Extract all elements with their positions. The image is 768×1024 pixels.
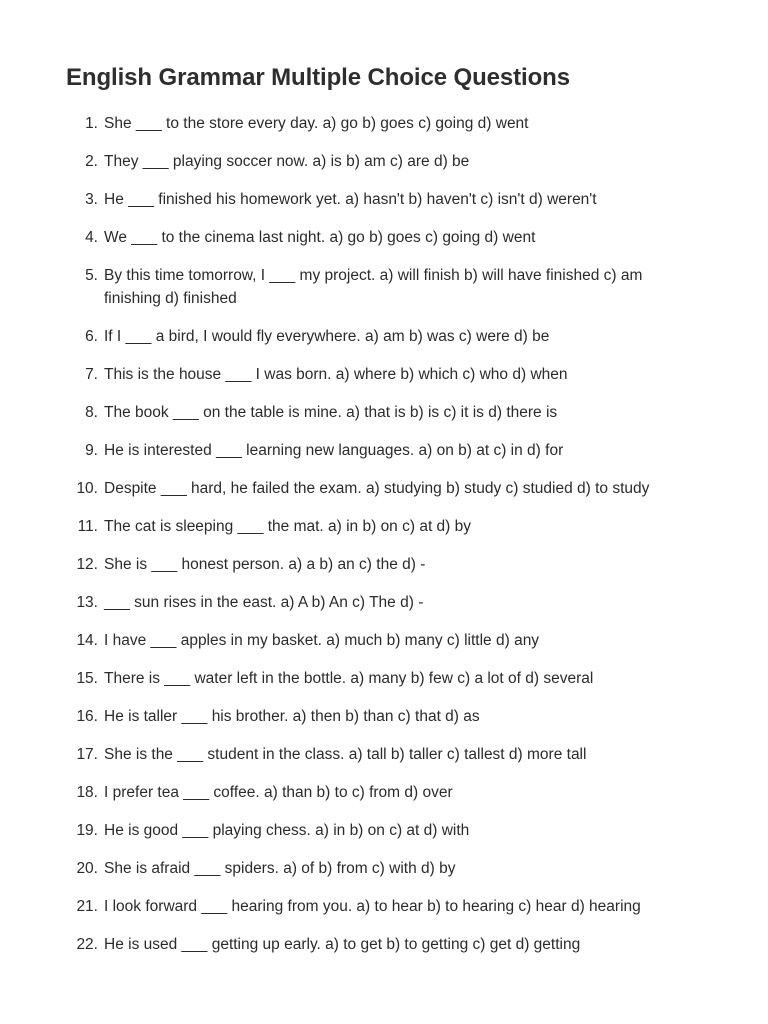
question-list	[66, 112, 702, 956]
question-text: I have ___ apples in my basket. a) much b) many c) little d) any	[104, 632, 540, 649]
question-item	[66, 325, 702, 348]
question-number: 7.	[85, 366, 98, 383]
question-item	[66, 150, 702, 173]
question-number: 13.	[76, 594, 98, 611]
question-text: She is the ___ student in the class. a) tall b) taller c) tallest d) more tall	[104, 746, 587, 763]
question-number: 16.	[76, 708, 98, 725]
question-text: He is taller ___ his brother. a) then b) than c) that d) as	[104, 708, 480, 725]
question-text: They ___ playing soccer now. a) is b) am c) are d) be	[104, 153, 470, 170]
question-item	[66, 188, 702, 211]
question-text: The book ___ on the table is mine. a) that is b) is c) it is d) there is	[104, 404, 558, 421]
question-item	[66, 781, 702, 804]
question-number: 14.	[76, 632, 98, 649]
question-number: 18.	[76, 784, 98, 801]
question-text: Despite ___ hard, he failed the exam. a) studying b) study c) studied d) to study	[104, 480, 650, 497]
question-text: I prefer tea ___ coffee. a) than b) to c) from d) over	[104, 784, 453, 801]
question-item	[66, 857, 702, 880]
question-number: 4.	[85, 229, 98, 246]
question-number: 10.	[76, 480, 98, 497]
question-text: I look forward ___ hearing from you. a) to hear b) to hearing c) hear d) hearing	[104, 898, 641, 915]
question-number: 12.	[76, 556, 98, 573]
question-number: 19.	[76, 822, 98, 839]
question-item	[66, 895, 702, 918]
question-item	[66, 705, 702, 728]
question-number: 5.	[85, 267, 98, 284]
question-number: 3.	[85, 191, 98, 208]
question-item	[66, 477, 702, 500]
question-text: There is ___ water left in the bottle. a) many b) few c) a lot of d) several	[104, 670, 594, 687]
question-item	[66, 112, 702, 135]
question-item	[66, 363, 702, 386]
question-text: He is good ___ playing chess. a) in b) on c) at d) with	[104, 822, 470, 839]
question-number: 17.	[76, 746, 98, 763]
question-number: 15.	[76, 670, 98, 687]
question-number: 8.	[85, 404, 98, 421]
question-text: She is ___ honest person. a) a b) an c) the d) -	[104, 556, 426, 573]
question-text: He ___ finished his homework yet. a) hasn't b) haven't c) isn't d) weren't	[104, 191, 597, 208]
question-item	[66, 439, 702, 462]
question-text: ___ sun rises in the east. a) A b) An c) The d) -	[104, 594, 424, 611]
question-item	[66, 667, 702, 690]
question-text: The cat is sleeping ___ the mat. a) in b) on c) at d) by	[104, 518, 472, 535]
question-number: 1.	[85, 115, 98, 132]
question-text: By this time tomorrow, I ___ my project. a) will finish b) will have finished c) am finishing d) finished	[104, 267, 643, 307]
page-title: English Grammar Multiple Choice Questions	[66, 64, 570, 91]
question-number: 20.	[76, 860, 98, 877]
question-item	[66, 933, 702, 956]
question-number: 6.	[85, 328, 98, 345]
question-text: She is afraid ___ spiders. a) of b) from c) with d) by	[104, 860, 456, 877]
question-number: 2.	[85, 153, 98, 170]
question-item	[66, 591, 702, 614]
question-text: She ___ to the store every day. a) go b) goes c) going d) went	[104, 115, 529, 132]
question-number: 11.	[77, 518, 98, 535]
question-item	[66, 629, 702, 652]
question-text: He is interested ___ learning new languages. a) on b) at c) in d) for	[104, 442, 564, 459]
question-item	[66, 743, 702, 766]
question-item	[66, 553, 702, 576]
question-number: 9.	[85, 442, 98, 459]
question-item	[66, 819, 702, 842]
question-item	[66, 264, 702, 310]
question-item	[66, 515, 702, 538]
question-text: If I ___ a bird, I would fly everywhere. a) am b) was c) were d) be	[104, 328, 550, 345]
question-item	[66, 226, 702, 249]
question-number: 22.	[76, 936, 98, 953]
question-text: We ___ to the cinema last night. a) go b) goes c) going d) went	[104, 229, 536, 246]
question-text: He is used ___ getting up early. a) to get b) to getting c) get d) getting	[104, 936, 581, 953]
question-number: 21.	[76, 898, 98, 915]
question-text: This is the house ___ I was born. a) where b) which c) who d) when	[104, 366, 568, 383]
question-item	[66, 401, 702, 424]
